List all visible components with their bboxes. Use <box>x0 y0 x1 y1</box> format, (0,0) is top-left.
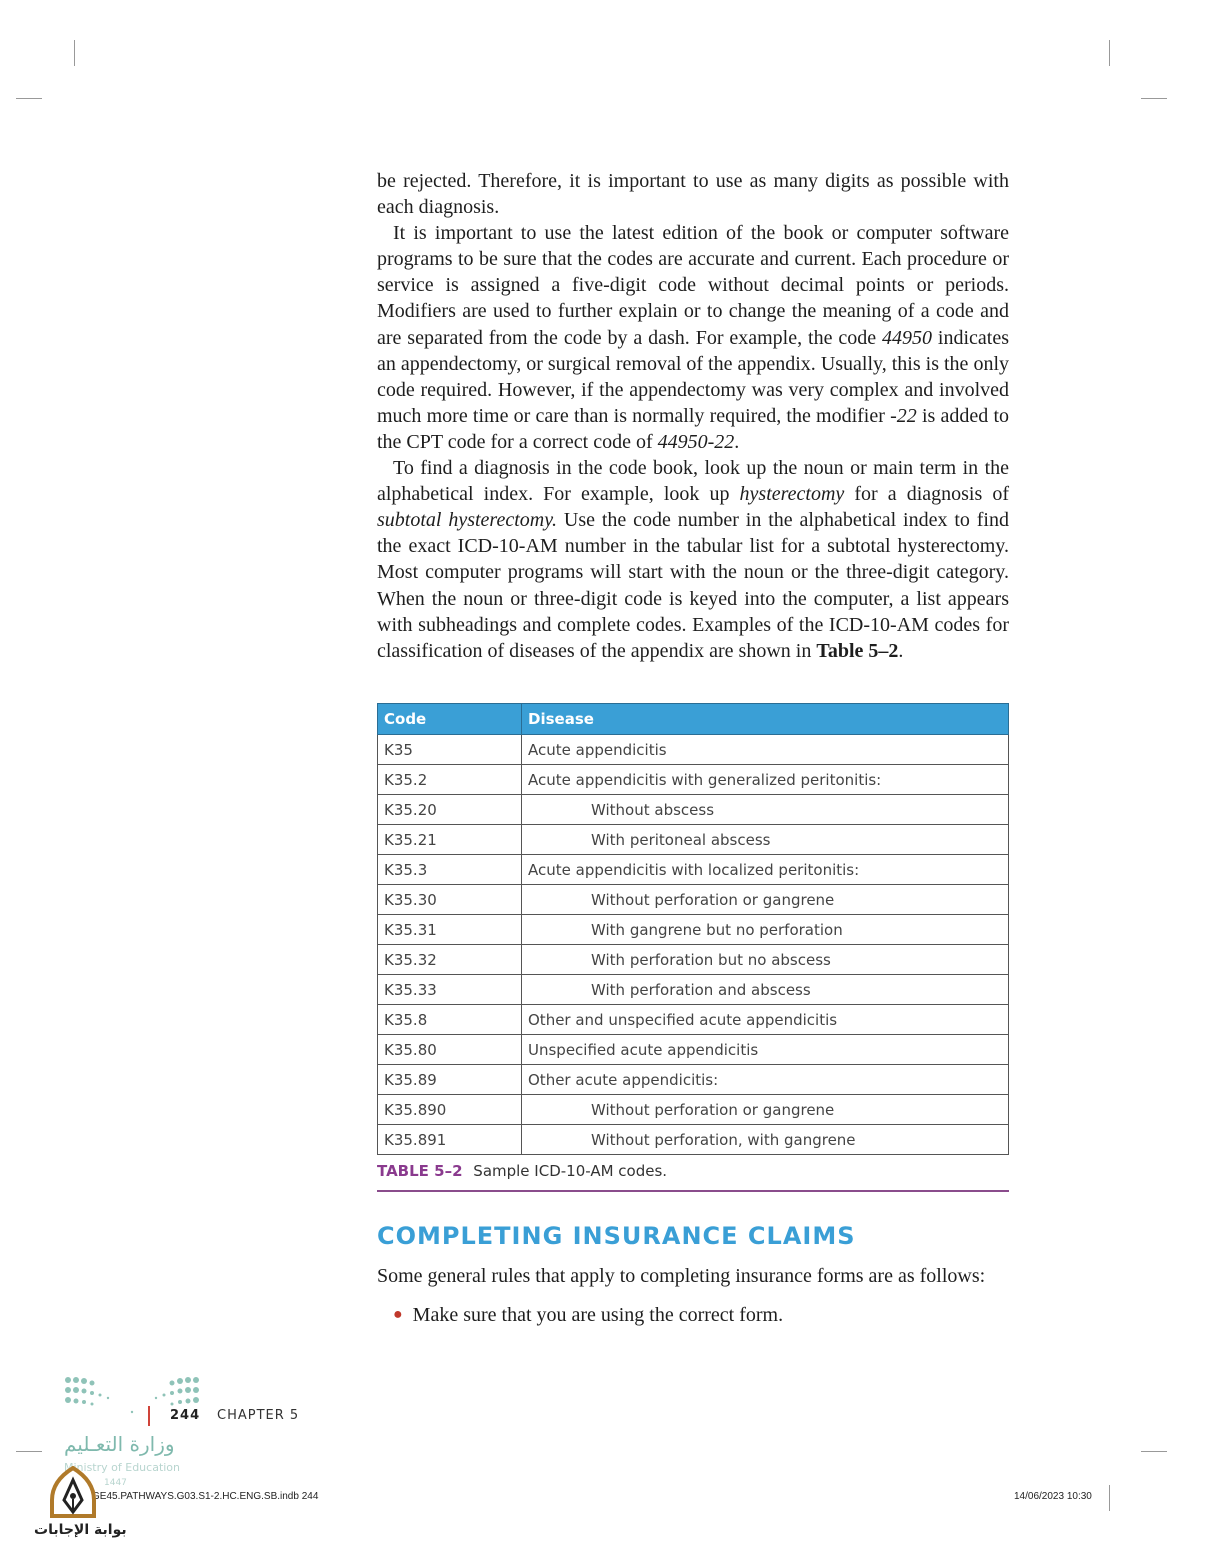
cell-disease: Without perforation or gangrene <box>522 885 1009 915</box>
body-text <box>377 168 1009 664</box>
cell-code: K35.20 <box>378 795 522 825</box>
cell-code: K35.3 <box>378 855 522 885</box>
table-row <box>378 1095 1009 1125</box>
cell-code: K35.21 <box>378 825 522 855</box>
table-row <box>378 855 1009 885</box>
text-run: . <box>898 639 904 662</box>
table-row <box>378 915 1009 945</box>
cell-code: K35.89 <box>378 1065 522 1095</box>
term-reference: subtotal hysterectomy. <box>377 509 557 532</box>
code-reference: 44950-22 <box>657 430 735 453</box>
chapter-label: CHAPTER 5 <box>217 1408 300 1423</box>
table-row <box>378 795 1009 825</box>
cell-disease: Without perforation or gangrene <box>522 1095 1009 1125</box>
print-slug: GE45.PATHWAYS.G03.S1-2.HC.ENG.SB.indb 244 <box>92 1491 319 1502</box>
table-row <box>378 1125 1009 1155</box>
paragraph-3 <box>377 455 1009 664</box>
cell-disease: Without abscess <box>522 795 1009 825</box>
table-caption <box>377 1162 1009 1192</box>
section-heading: COMPLETING INSURANCE CLAIMS <box>377 1222 856 1250</box>
header-disease: Disease <box>522 704 1009 735</box>
table-row <box>378 1035 1009 1065</box>
ministry-name-arabic: وزارة التعـليم <box>64 1432 175 1456</box>
paragraph-1: be rejected. Therefore, it is important to use as many digits as possible with each diagnosis. <box>377 170 1009 219</box>
page-number: 244 <box>170 1408 201 1423</box>
table-row <box>378 945 1009 975</box>
table-row <box>378 825 1009 855</box>
bullet-icon: ● <box>393 1306 403 1323</box>
cell-code: K35.30 <box>378 885 522 915</box>
cell-disease: With gangrene but no perforation <box>522 915 1009 945</box>
table-row <box>378 735 1009 765</box>
icd-codes-table <box>377 703 1009 1155</box>
table-row <box>378 1005 1009 1035</box>
cell-code: K35.2 <box>378 765 522 795</box>
cell-disease: Unspecified acute appendicitis <box>522 1035 1009 1065</box>
caption-text: Sample ICD-10-AM codes. <box>473 1162 668 1180</box>
cell-code: K35.31 <box>378 915 522 945</box>
text-run: is added to the CPT code for a correct code of <box>377 404 1010 453</box>
text-run: for a diagnosis of <box>844 483 1009 506</box>
cell-disease: Acute appendicitis with generalized peritonitis: <box>522 765 1009 795</box>
table-row <box>378 1065 1009 1095</box>
table-header-row <box>378 704 1009 735</box>
crop-mark <box>16 98 42 99</box>
bullet-text: Make sure that you are using the correct form. <box>412 1304 784 1326</box>
table-body <box>378 735 1009 1155</box>
cell-code: K35.32 <box>378 945 522 975</box>
cell-disease: Other acute appendicitis: <box>522 1065 1009 1095</box>
cell-disease: With perforation but no abscess <box>522 945 1009 975</box>
text-run: Use the code number in the alphabetical index to find the exact ICD-10-AM number in the tabular list for a subtotal hysterectomy. Most computer programs will start with the noun or the three-digit category. When the noun or three-digit code is keyed into the computer, a list appears with subheadings and complete codes. Examples of the ICD-10-AM codes for classification of diseases of the appendix are shown in <box>377 509 1009 662</box>
table-row <box>378 975 1009 1005</box>
watermark-text: بوابة الإجابات <box>34 1522 127 1538</box>
cell-code: K35.890 <box>378 1095 522 1125</box>
cell-disease: Acute appendicitis <box>522 735 1009 765</box>
cell-code: K35.80 <box>378 1035 522 1065</box>
term-reference: hysterectomy <box>739 483 845 506</box>
ministry-name-english: Ministry of Education <box>64 1461 181 1474</box>
crop-mark <box>1109 40 1110 66</box>
cell-disease: Without perforation, with gangrene <box>522 1125 1009 1155</box>
caption-label: TABLE 5–2 <box>377 1162 463 1180</box>
cell-code: K35.8 <box>378 1005 522 1035</box>
text-run: It is important to use the latest edition of the book or computer software programs to be sure that the codes are accurate and current. Each procedure or service is assigned a five-digit code without decimal points or periods. Modifiers are used to further explain or to change the meaning of a code and are separated from the code by a dash. For example, the code <box>377 222 1009 349</box>
table-reference: Table 5–2 <box>816 639 899 662</box>
text-run: To find a diagnosis in the code book, look up the noun or main term in the alphabetical index. For example, look up <box>377 457 1009 506</box>
code-reference: 44950 <box>882 326 932 349</box>
cell-disease: Acute appendicitis with localized peritonitis: <box>522 855 1009 885</box>
text-run: . <box>734 430 740 453</box>
cell-disease: With perforation and abscess <box>522 975 1009 1005</box>
cell-code: K35.891 <box>378 1125 522 1155</box>
crop-mark <box>1141 98 1167 99</box>
cell-code: K35.33 <box>378 975 522 1005</box>
modifier-reference: -22 <box>890 404 917 427</box>
table-row <box>378 765 1009 795</box>
text-run: indicates an appendectomy, or surgical removal of the appendix. Usually, this is the only code required. However, if the appendectomy was very complex and involved much more time or care than is normally required, the modifier <box>377 326 1009 427</box>
crop-mark <box>16 1451 42 1452</box>
table-row <box>378 885 1009 915</box>
crop-mark <box>1141 1451 1167 1452</box>
cell-disease: Other and unspecified acute appendicitis <box>522 1005 1009 1035</box>
folio-bar <box>148 1406 150 1426</box>
bullet-item <box>393 1304 783 1327</box>
ministry-year: 1447 <box>104 1478 127 1488</box>
crop-mark <box>74 40 75 66</box>
crop-mark <box>1109 1485 1110 1511</box>
watermark-pen-icon <box>46 1466 100 1522</box>
cell-disease: With peritoneal abscess <box>522 825 1009 855</box>
print-datestamp: 14/06/2023 10:30 <box>1014 1491 1092 1502</box>
section-intro: Some general rules that apply to completing insurance forms are as follows: <box>377 1265 986 1287</box>
header-code: Code <box>378 704 522 735</box>
cell-code: K35 <box>378 735 522 765</box>
paragraph-2 <box>377 220 1009 455</box>
